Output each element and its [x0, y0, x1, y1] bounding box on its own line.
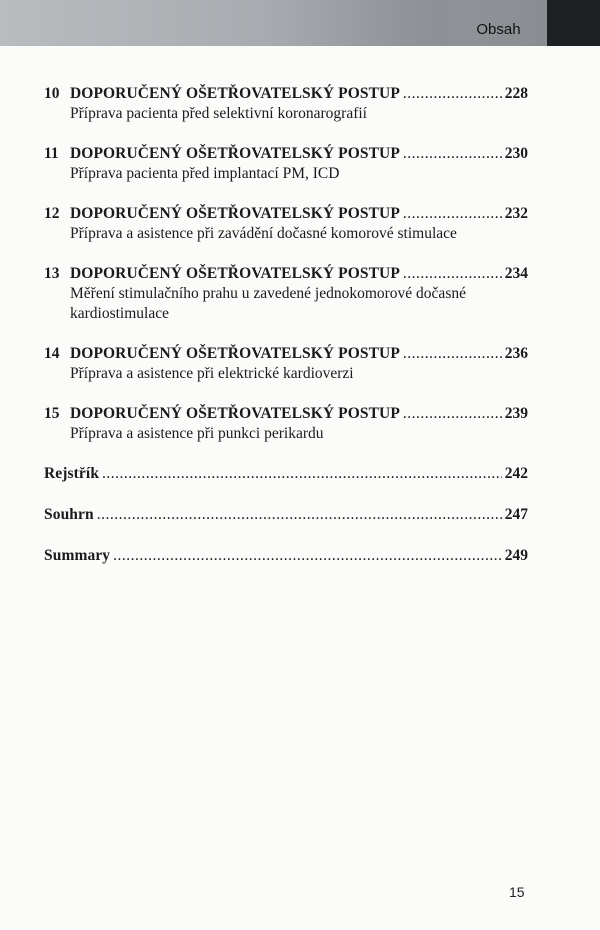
entry-title: Rejstřík	[44, 465, 100, 482]
entry-page-number: 228	[504, 85, 528, 102]
entry-page-number: 249	[504, 547, 528, 564]
toc-entry[interactable]	[44, 144, 528, 184]
entry-number: 14	[44, 345, 60, 362]
entry-page-number: 234	[504, 265, 528, 282]
dot-leader	[102, 464, 502, 484]
entry-subtitle: Měření stimulačního prahu u zavedené jednokomorové dočasné kardiostimulace	[70, 285, 466, 322]
entry-page-number: 230	[504, 145, 528, 162]
entry-title: Summary	[44, 547, 111, 564]
dot-leader	[113, 546, 502, 566]
entry-number: 15	[44, 405, 60, 422]
entry-page-number: 247	[504, 506, 528, 523]
toc-entry-heading	[44, 264, 528, 284]
entry-subtitle: Příprava a asistence při punkci perikardu	[70, 425, 324, 442]
entry-number: 10	[44, 85, 60, 102]
entry-page-number: 232	[504, 205, 528, 222]
toc-entry[interactable]	[44, 84, 528, 124]
dot-leader	[403, 204, 502, 224]
entry-title: DOPORUČENÝ OŠETŘOVATELSKÝ POSTUP	[70, 265, 400, 282]
entry-subtitle: Příprava a asistence při zavádění dočasné komorové stimulace	[70, 225, 457, 242]
dot-leader	[97, 505, 502, 525]
dot-leader	[403, 264, 502, 284]
entry-page-number: 242	[504, 465, 528, 482]
entry-title: DOPORUČENÝ OŠETŘOVATELSKÝ POSTUP	[70, 345, 400, 362]
entry-title: DOPORUČENÝ OŠETŘOVATELSKÝ POSTUP	[70, 85, 400, 102]
toc-entry-heading	[44, 344, 528, 364]
toc-entry-heading	[44, 84, 528, 104]
header-tab	[547, 0, 600, 46]
entry-page-number: 239	[504, 405, 528, 422]
entry-number: 13	[44, 265, 60, 282]
toc-entry-summary-en[interactable]	[44, 546, 528, 566]
entry-title: DOPORUČENÝ OŠETŘOVATELSKÝ POSTUP	[70, 205, 400, 222]
section-label: Obsah	[450, 0, 547, 46]
entry-page-number: 236	[504, 345, 528, 362]
dot-leader	[403, 144, 502, 164]
entry-title: Souhrn	[44, 506, 94, 523]
table-of-contents	[44, 84, 528, 587]
entry-subtitle: Příprava pacienta před selektivní koronarografií	[70, 105, 367, 122]
toc-entry-heading	[44, 404, 528, 424]
toc-entry-heading	[44, 464, 528, 484]
dot-leader	[403, 84, 502, 104]
toc-entry[interactable]	[44, 344, 528, 384]
toc-entry-heading	[44, 144, 528, 164]
entry-subtitle: Příprava pacienta před implantací PM, ICD	[70, 165, 340, 182]
toc-entry-heading	[44, 204, 528, 224]
toc-entry-summary-cz[interactable]	[44, 505, 528, 525]
toc-entry[interactable]	[44, 204, 528, 244]
toc-entry-index[interactable]	[44, 464, 528, 484]
page-number: 15	[509, 884, 525, 900]
toc-entry[interactable]	[44, 264, 528, 324]
dot-leader	[403, 344, 502, 364]
entry-title: DOPORUČENÝ OŠETŘOVATELSKÝ POSTUP	[70, 405, 400, 422]
entry-subtitle: Příprava a asistence při elektrické kardioverzi	[70, 365, 354, 382]
toc-entry-heading	[44, 505, 528, 525]
entry-number: 11	[44, 145, 59, 162]
toc-entry-heading	[44, 546, 528, 566]
toc-entry[interactable]	[44, 404, 528, 444]
entry-title: DOPORUČENÝ OŠETŘOVATELSKÝ POSTUP	[70, 145, 400, 162]
dot-leader	[403, 404, 502, 424]
entry-number: 12	[44, 205, 60, 222]
